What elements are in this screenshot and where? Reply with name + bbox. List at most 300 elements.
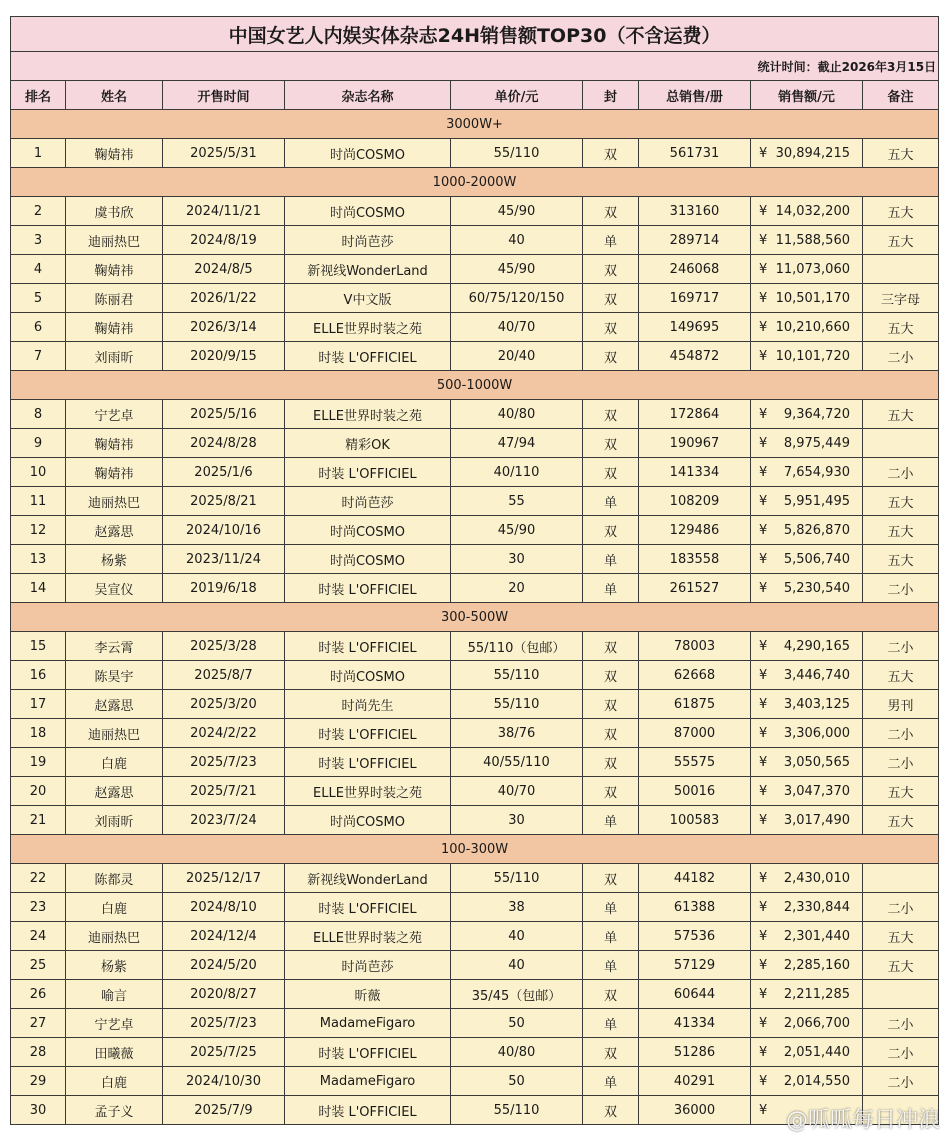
table-title: 中国女艺人内娱实体杂志24H销售额TOP30（不含运费） (11, 17, 939, 52)
sale-date-cell: 2025/7/9 (163, 1096, 285, 1125)
column-header: 备注 (863, 81, 939, 110)
sales-amount-cell (751, 342, 863, 371)
amount-value: 2,430,010 (783, 870, 850, 886)
table-row (11, 1067, 939, 1096)
cover-cell: 双 (583, 516, 639, 545)
table-row (11, 139, 939, 168)
total-copies-cell: 55575 (639, 748, 751, 777)
name-cell: 鞠婧祎 (66, 458, 163, 487)
currency-symbol: ¥ (759, 986, 768, 1002)
price-cell: 40 (451, 922, 583, 951)
table-row (11, 574, 939, 603)
watermark: @呱呱每日冲浪 (785, 1108, 940, 1133)
name-cell: 杨紫 (66, 951, 163, 980)
cover-cell: 双 (583, 748, 639, 777)
total-copies-cell: 41334 (639, 1009, 751, 1038)
magazine-cell: MadameFigaro (285, 1067, 451, 1096)
sales-amount-cell (751, 632, 863, 661)
amount-value: 14,032,200 (775, 203, 850, 219)
cover-cell: 单 (583, 806, 639, 835)
currency-symbol: ¥ (759, 232, 768, 248)
section-label: 100-300W (11, 835, 939, 864)
note-cell: 五大 (863, 487, 939, 516)
currency-symbol: ¥ (759, 928, 768, 944)
sale-date-cell: 2025/5/16 (163, 400, 285, 429)
price-cell: 30 (451, 806, 583, 835)
sales-amount-cell (751, 661, 863, 690)
cover-cell: 双 (583, 400, 639, 429)
sale-date-cell: 2020/9/15 (163, 342, 285, 371)
sales-amount-cell (751, 487, 863, 516)
table-row (11, 893, 939, 922)
table-row (11, 922, 939, 951)
rank-cell: 21 (11, 806, 66, 835)
rank-cell: 28 (11, 1038, 66, 1067)
total-copies-cell: 61388 (639, 893, 751, 922)
price-cell: 45/90 (451, 255, 583, 284)
column-header: 姓名 (66, 81, 163, 110)
currency-symbol: ¥ (759, 1015, 768, 1031)
table-row (11, 632, 939, 661)
note-cell: 二小 (863, 632, 939, 661)
total-copies-cell: 62668 (639, 661, 751, 690)
sales-amount-cell (751, 458, 863, 487)
note-cell: 二小 (863, 342, 939, 371)
note-cell: 二小 (863, 719, 939, 748)
sales-amount-cell (751, 545, 863, 574)
note-cell: 五大 (863, 951, 939, 980)
total-copies-cell: 313160 (639, 197, 751, 226)
sales-amount-cell (751, 226, 863, 255)
magazine-cell: 时装 L'OFFICIEL (285, 893, 451, 922)
name-cell: 赵露思 (66, 690, 163, 719)
total-copies-cell: 169717 (639, 284, 751, 313)
rank-cell: 16 (11, 661, 66, 690)
price-cell: 20/40 (451, 342, 583, 371)
column-header: 排名 (11, 81, 66, 110)
table-row (11, 313, 939, 342)
price-cell: 55/110 (451, 139, 583, 168)
currency-symbol: ¥ (759, 812, 768, 828)
column-header: 封 (583, 81, 639, 110)
magazine-cell: 时尚COSMO (285, 516, 451, 545)
name-cell: 喻言 (66, 980, 163, 1009)
total-copies-cell: 51286 (639, 1038, 751, 1067)
name-cell: 陈都灵 (66, 864, 163, 893)
sale-date-cell: 2024/12/4 (163, 922, 285, 951)
note-cell: 五大 (863, 806, 939, 835)
magazine-cell: 新视线WonderLand (285, 255, 451, 284)
note-cell: 五大 (863, 400, 939, 429)
sale-date-cell: 2023/11/24 (163, 545, 285, 574)
currency-symbol: ¥ (759, 667, 768, 683)
sales-amount-cell (751, 748, 863, 777)
column-header: 杂志名称 (285, 81, 451, 110)
rank-cell: 1 (11, 139, 66, 168)
name-cell: 宁艺卓 (66, 400, 163, 429)
section-row (11, 371, 939, 400)
amount-value: 2,330,844 (783, 899, 850, 915)
currency-symbol: ¥ (759, 464, 768, 480)
price-cell: 47/94 (451, 429, 583, 458)
rank-cell: 14 (11, 574, 66, 603)
magazine-cell: 新视线WonderLand (285, 864, 451, 893)
total-copies-cell: 57536 (639, 922, 751, 951)
magazine-cell: 时尚COSMO (285, 661, 451, 690)
note-cell: 二小 (863, 1067, 939, 1096)
currency-symbol: ¥ (759, 261, 768, 277)
cover-cell: 双 (583, 342, 639, 371)
total-copies-cell: 100583 (639, 806, 751, 835)
name-cell: 鞠婧祎 (66, 139, 163, 168)
sales-amount-cell (751, 719, 863, 748)
magazine-cell: MadameFigaro (285, 1009, 451, 1038)
name-cell: 李云霄 (66, 632, 163, 661)
currency-symbol: ¥ (759, 899, 768, 915)
sale-date-cell: 2024/2/22 (163, 719, 285, 748)
sales-amount-cell (751, 980, 863, 1009)
name-cell: 赵露思 (66, 516, 163, 545)
total-copies-cell: 36000 (639, 1096, 751, 1125)
sales-amount-cell (751, 1009, 863, 1038)
cover-cell: 双 (583, 1038, 639, 1067)
sale-date-cell: 2024/10/16 (163, 516, 285, 545)
amount-value: 3,050,565 (783, 754, 850, 770)
magazine-cell: 时装 L'OFFICIEL (285, 632, 451, 661)
price-cell: 45/90 (451, 197, 583, 226)
name-cell: 迪丽热巴 (66, 719, 163, 748)
magazine-cell: ELLE世界时装之苑 (285, 400, 451, 429)
cover-cell: 双 (583, 313, 639, 342)
amount-value: 10,501,170 (775, 290, 850, 306)
sales-amount-cell (751, 690, 863, 719)
amount-value: 9,364,720 (783, 406, 850, 422)
table-row (11, 951, 939, 980)
sale-date-cell: 2024/11/21 (163, 197, 285, 226)
price-cell: 40 (451, 951, 583, 980)
magazine-cell: ELLE世界时装之苑 (285, 777, 451, 806)
table-row (11, 806, 939, 835)
rank-cell: 9 (11, 429, 66, 458)
currency-symbol: ¥ (759, 957, 768, 973)
sale-date-cell: 2025/8/7 (163, 661, 285, 690)
total-copies-cell: 246068 (639, 255, 751, 284)
magazine-cell: ELLE世界时装之苑 (285, 922, 451, 951)
sales-amount-cell (751, 1038, 863, 1067)
cover-cell: 双 (583, 458, 639, 487)
note-cell: 二小 (863, 458, 939, 487)
amount-value: 5,826,870 (783, 522, 850, 538)
sale-date-cell: 2024/8/28 (163, 429, 285, 458)
currency-symbol: ¥ (759, 406, 768, 422)
total-copies-cell: 87000 (639, 719, 751, 748)
currency-symbol: ¥ (759, 319, 768, 335)
section-label: 1000-2000W (11, 168, 939, 197)
amount-value: 30,894,215 (775, 145, 850, 161)
note-cell: 二小 (863, 1038, 939, 1067)
amount-value: 5,506,740 (783, 551, 850, 567)
cover-cell: 双 (583, 777, 639, 806)
magazine-cell: 时尚先生 (285, 690, 451, 719)
rank-cell: 18 (11, 719, 66, 748)
rank-cell: 30 (11, 1096, 66, 1125)
currency-symbol: ¥ (759, 435, 768, 451)
currency-symbol: ¥ (759, 696, 768, 712)
magazine-cell: 时尚芭莎 (285, 487, 451, 516)
price-cell: 40 (451, 226, 583, 255)
currency-symbol: ¥ (759, 870, 768, 886)
magazine-cell: 时装 L'OFFICIEL (285, 1096, 451, 1125)
sales-amount-cell (751, 197, 863, 226)
rank-cell: 26 (11, 980, 66, 1009)
name-cell: 陈昊宇 (66, 661, 163, 690)
magazine-cell: 时装 L'OFFICIEL (285, 342, 451, 371)
sales-amount-cell (751, 806, 863, 835)
sale-date-cell: 2024/8/19 (163, 226, 285, 255)
amount-value: 2,285,160 (783, 957, 850, 973)
name-cell: 白鹿 (66, 748, 163, 777)
sales-amount-cell (751, 429, 863, 458)
total-copies-cell: 172864 (639, 400, 751, 429)
price-cell: 40/70 (451, 313, 583, 342)
amount-value: 2,014,550 (783, 1073, 850, 1089)
currency-symbol: ¥ (759, 348, 768, 364)
cover-cell: 双 (583, 980, 639, 1009)
note-cell (863, 429, 939, 458)
table-row (11, 748, 939, 777)
cover-cell: 双 (583, 1096, 639, 1125)
sale-date-cell: 2026/1/22 (163, 284, 285, 313)
rank-cell: 11 (11, 487, 66, 516)
sale-date-cell: 2019/6/18 (163, 574, 285, 603)
price-cell: 30 (451, 545, 583, 574)
name-cell: 白鹿 (66, 893, 163, 922)
total-copies-cell: 141334 (639, 458, 751, 487)
magazine-cell: 时尚芭莎 (285, 226, 451, 255)
rank-cell: 22 (11, 864, 66, 893)
price-cell: 55/110 (451, 1096, 583, 1125)
price-cell: 40/70 (451, 777, 583, 806)
table-row (11, 661, 939, 690)
rank-cell: 20 (11, 777, 66, 806)
table-row (11, 777, 939, 806)
amount-value: 3,403,125 (783, 696, 850, 712)
table-row (11, 1009, 939, 1038)
rank-cell: 3 (11, 226, 66, 255)
sale-date-cell: 2024/8/5 (163, 255, 285, 284)
total-copies-cell: 57129 (639, 951, 751, 980)
magazine-cell: 时装 L'OFFICIEL (285, 1038, 451, 1067)
amount-value: 11,588,560 (775, 232, 850, 248)
rank-cell: 23 (11, 893, 66, 922)
note-cell: 五大 (863, 545, 939, 574)
rank-cell: 19 (11, 748, 66, 777)
rank-cell: 27 (11, 1009, 66, 1038)
currency-symbol: ¥ (759, 203, 768, 219)
sale-date-cell: 2025/7/25 (163, 1038, 285, 1067)
cover-cell: 双 (583, 864, 639, 893)
sale-date-cell: 2025/5/31 (163, 139, 285, 168)
price-cell: 55/110 (451, 864, 583, 893)
table-row (11, 284, 939, 313)
cover-cell: 单 (583, 226, 639, 255)
price-cell: 55 (451, 487, 583, 516)
sale-date-cell: 2025/8/21 (163, 487, 285, 516)
total-copies-cell: 183558 (639, 545, 751, 574)
sale-date-cell: 2025/3/20 (163, 690, 285, 719)
amount-value: 8,975,449 (783, 435, 850, 451)
sales-amount-cell (751, 864, 863, 893)
total-copies-cell: 129486 (639, 516, 751, 545)
cover-cell: 单 (583, 545, 639, 574)
sale-date-cell: 2025/1/6 (163, 458, 285, 487)
price-cell: 55/110（包邮） (451, 632, 583, 661)
sales-amount-cell (751, 284, 863, 313)
sale-date-cell: 2025/3/28 (163, 632, 285, 661)
rank-cell: 29 (11, 1067, 66, 1096)
table-row (11, 255, 939, 284)
note-cell (863, 980, 939, 1009)
cover-cell: 单 (583, 1067, 639, 1096)
amount-value: 4,290,165 (783, 638, 850, 654)
sale-date-cell: 2025/7/21 (163, 777, 285, 806)
table-row (11, 1038, 939, 1067)
sale-date-cell: 2025/7/23 (163, 748, 285, 777)
cover-cell: 双 (583, 139, 639, 168)
currency-symbol: ¥ (759, 551, 768, 567)
sale-date-cell: 2025/7/23 (163, 1009, 285, 1038)
column-header: 总销售/册 (639, 81, 751, 110)
amount-value: 11,073,060 (775, 261, 850, 277)
cover-cell: 双 (583, 429, 639, 458)
header-row (11, 81, 939, 110)
cover-cell: 单 (583, 893, 639, 922)
magazine-cell: 时尚COSMO (285, 806, 451, 835)
table-row (11, 545, 939, 574)
amount-value: 10,101,720 (775, 348, 850, 364)
currency-symbol: ¥ (759, 145, 768, 161)
section-row (11, 110, 939, 139)
total-copies-cell: 78003 (639, 632, 751, 661)
sale-date-cell: 2026/3/14 (163, 313, 285, 342)
magazine-cell: 时装 L'OFFICIEL (285, 719, 451, 748)
sale-date-cell: 2023/7/24 (163, 806, 285, 835)
amount-value: 5,951,495 (783, 493, 850, 509)
sales-amount-cell (751, 922, 863, 951)
name-cell: 刘雨昕 (66, 342, 163, 371)
note-cell: 三字母 (863, 284, 939, 313)
currency-symbol: ¥ (759, 725, 768, 741)
currency-symbol: ¥ (759, 783, 768, 799)
currency-symbol: ¥ (759, 1073, 768, 1089)
price-cell: 20 (451, 574, 583, 603)
magazine-cell: 时尚芭莎 (285, 951, 451, 980)
rank-cell: 17 (11, 690, 66, 719)
amount-value: 2,066,700 (783, 1015, 850, 1031)
price-cell: 40/80 (451, 1038, 583, 1067)
note-cell (863, 864, 939, 893)
rank-cell: 13 (11, 545, 66, 574)
name-cell: 吴宣仪 (66, 574, 163, 603)
table-row (11, 516, 939, 545)
magazine-cell: V中文版 (285, 284, 451, 313)
name-cell: 宁艺卓 (66, 1009, 163, 1038)
price-cell: 38/76 (451, 719, 583, 748)
table-row (11, 487, 939, 516)
note-cell: 五大 (863, 226, 939, 255)
magazine-cell: 时尚COSMO (285, 545, 451, 574)
sales-amount-cell (751, 313, 863, 342)
amount-value: 7,654,930 (783, 464, 850, 480)
rank-cell: 2 (11, 197, 66, 226)
sales-amount-cell (751, 516, 863, 545)
sale-date-cell: 2024/5/20 (163, 951, 285, 980)
magazine-cell: 精彩OK (285, 429, 451, 458)
price-cell: 38 (451, 893, 583, 922)
rank-cell: 7 (11, 342, 66, 371)
name-cell: 刘雨昕 (66, 806, 163, 835)
note-cell: 五大 (863, 516, 939, 545)
note-cell: 五大 (863, 313, 939, 342)
sales-amount-cell (751, 139, 863, 168)
total-copies-cell: 108209 (639, 487, 751, 516)
name-cell: 鞠婧祎 (66, 313, 163, 342)
stat-time: 统计时间：截止2026年3月15日 (11, 52, 939, 81)
cover-cell: 单 (583, 1009, 639, 1038)
amount-value: 3,306,000 (783, 725, 850, 741)
price-cell: 40/55/110 (451, 748, 583, 777)
price-cell: 50 (451, 1009, 583, 1038)
cover-cell: 单 (583, 951, 639, 980)
sales-amount-cell (751, 574, 863, 603)
amount-value: 5,230,540 (783, 580, 850, 596)
table-row (11, 690, 939, 719)
amount-value: 3,017,490 (783, 812, 850, 828)
cover-cell: 单 (583, 574, 639, 603)
sale-date-cell: 2025/12/17 (163, 864, 285, 893)
note-cell: 五大 (863, 922, 939, 951)
name-cell: 白鹿 (66, 1067, 163, 1096)
note-cell: 二小 (863, 1009, 939, 1038)
column-header: 单价/元 (451, 81, 583, 110)
name-cell: 孟子义 (66, 1096, 163, 1125)
sales-amount-cell (751, 777, 863, 806)
cover-cell: 双 (583, 284, 639, 313)
note-cell: 男刊 (863, 690, 939, 719)
currency-symbol: ¥ (759, 1102, 768, 1118)
magazine-cell: 时尚COSMO (285, 139, 451, 168)
rank-cell: 10 (11, 458, 66, 487)
amount-value: 3,047,370 (783, 783, 850, 799)
magazine-cell: 时装 L'OFFICIEL (285, 458, 451, 487)
cover-cell: 双 (583, 632, 639, 661)
rank-cell: 15 (11, 632, 66, 661)
rank-cell: 6 (11, 313, 66, 342)
table-row (11, 980, 939, 1009)
currency-symbol: ¥ (759, 638, 768, 654)
total-copies-cell: 149695 (639, 313, 751, 342)
price-cell: 55/110 (451, 661, 583, 690)
cover-cell: 双 (583, 197, 639, 226)
note-cell: 五大 (863, 139, 939, 168)
cover-cell: 双 (583, 255, 639, 284)
note-cell: 五大 (863, 777, 939, 806)
price-cell: 60/75/120/150 (451, 284, 583, 313)
amount-value: 2,051,440 (783, 1044, 850, 1060)
note-cell: 二小 (863, 748, 939, 777)
currency-symbol: ¥ (759, 493, 768, 509)
price-cell: 45/90 (451, 516, 583, 545)
